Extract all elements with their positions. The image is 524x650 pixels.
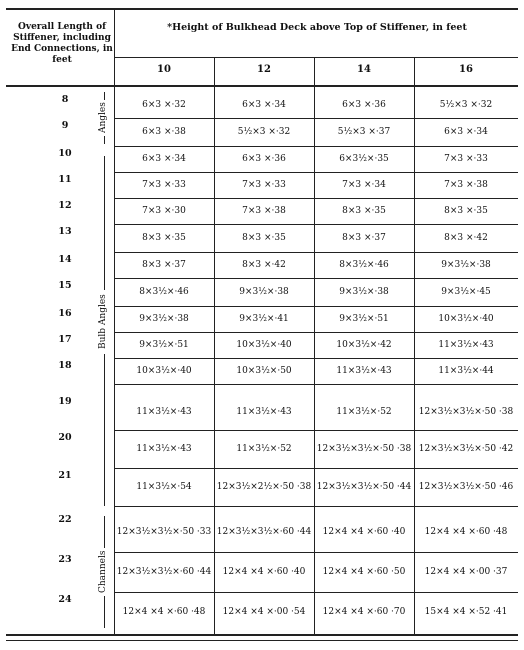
table-cell: 9×3½×·38	[239, 287, 289, 297]
subheader-rule	[114, 57, 518, 58]
table-cell: 11×3½×·43	[136, 444, 192, 454]
table-cell: 12×4 ×4 ×·00 ·37	[424, 567, 508, 577]
table-cell: 6×3 ×·34	[142, 154, 186, 164]
table-cell: 11×3½×·43	[236, 407, 292, 417]
column-header-16: 16	[459, 64, 473, 75]
table-cell: 12×4 ×4 ×·00 ·54	[222, 607, 306, 617]
column-header-12: 12	[257, 64, 271, 75]
bottom-rule-secondary	[6, 640, 518, 641]
table-cell: 12×3½×3½×·60 ·44	[116, 567, 212, 577]
table-cell: 7×3 ×·34	[342, 180, 386, 190]
table-cell: 12×4 ×4 ×·60 ·40	[322, 527, 406, 537]
table-cell: 11×3½×·43	[438, 340, 494, 350]
table-cell: 12×4 ×4 ×·60 ·48	[122, 607, 206, 617]
table-cell: 6×3 ×·34	[444, 127, 488, 137]
table-cell: 12×3½×3½×·50 ·38	[418, 407, 514, 417]
table-cell: 11×3½×·43	[336, 366, 392, 376]
row-length: 11	[58, 174, 72, 185]
row-length: 14	[58, 254, 72, 265]
table-cell: 9×3½×·51	[139, 340, 189, 350]
table-cell: 6×3 ×·32	[142, 100, 186, 110]
table-cell: 11×3½×·52	[336, 407, 392, 417]
row-length: 8	[61, 94, 69, 105]
table-cell: 5½×3 ×·32	[237, 127, 291, 137]
table-cell: 12×3½×3½×·50 ·38	[316, 444, 412, 454]
row-length: 21	[58, 470, 72, 481]
table-cell: 9×3½×·38	[139, 314, 189, 324]
table-cell: 12×3½×3½×·50 ·33	[116, 527, 212, 537]
row-length: 24	[58, 594, 72, 605]
table-cell: 8×3 ×·42	[444, 233, 488, 243]
table-cell: 8×3 ×·35	[444, 206, 488, 216]
row-length: 22	[58, 514, 72, 525]
table-cell: 8×3 ×·37	[142, 260, 186, 270]
row-length: 19	[58, 396, 72, 407]
table-cell: 12×4 ×4 ×·60 ·70	[322, 607, 406, 617]
table-cell: 7×3 ×·33	[242, 180, 286, 190]
column-header-10: 10	[157, 64, 171, 75]
table-cell: 7×3 ×·33	[142, 180, 186, 190]
table-cell: 11×3½×·54	[136, 482, 192, 492]
row-length: 18	[58, 360, 72, 371]
table-cell: 8×3 ×·35	[342, 206, 386, 216]
angles-label: Angles	[98, 100, 108, 136]
row-length: 10	[58, 148, 72, 159]
table-cell: 10×3½×·40	[136, 366, 192, 376]
row-length: 12	[58, 200, 72, 211]
table-cell: 8×3 ×·35	[142, 233, 186, 243]
table-cell: 11×3½×·52	[236, 444, 292, 454]
row-rule	[114, 506, 518, 507]
table-cell: 10×3½×·40	[236, 340, 292, 350]
table-cell: 9×3½×·41	[239, 314, 289, 324]
table-cell: 7×3 ×·33	[444, 154, 488, 164]
table-cell: 12×3½×3½×·50 ·44	[316, 482, 412, 492]
table-cell: 11×3½×·44	[438, 366, 494, 376]
table-cell: 5½×3 ×·32	[439, 100, 493, 110]
table-cell: 12×3½×3½×·50 ·42	[418, 444, 514, 454]
table-cell: 10×3½×·50	[236, 366, 292, 376]
row-rule	[114, 384, 518, 385]
bulb-angles-label: Bulb Angles	[98, 290, 108, 354]
table-cell: 10×3½×·42	[336, 340, 392, 350]
channels-label: Channels	[98, 548, 108, 596]
table-cell: 6×3½×·35	[339, 154, 389, 164]
table-cell: 12×3½×3½×·50 ·46	[418, 482, 514, 492]
column-header-14: 14	[357, 64, 371, 75]
table-cell: 8×3 ×·42	[242, 260, 286, 270]
row-length: 23	[58, 554, 72, 565]
table-cell: 9×3½×·51	[339, 314, 389, 324]
top-rule	[6, 8, 518, 10]
row-length: 15	[58, 280, 72, 291]
table-cell: 6×3 ×·36	[242, 154, 286, 164]
table-cell: 12×3½×2½×·50 ·38	[216, 482, 312, 492]
table-cell: 11×3½×·43	[136, 407, 192, 417]
table-cell: 6×3 ×·38	[142, 127, 186, 137]
table-cell: 8×3½×·46	[139, 287, 189, 297]
header-bottom-rule	[6, 85, 518, 87]
table-cell: 6×3 ×·34	[242, 100, 286, 110]
row-length: 16	[58, 308, 72, 319]
table-cell: 10×3½×·40	[438, 314, 494, 324]
table-cell: 9×3½×·45	[441, 287, 491, 297]
row-length: 13	[58, 226, 72, 237]
table-cell: 12×4 ×4 ×·60 ·50	[322, 567, 406, 577]
table-cell: 6×3 ×·36	[342, 100, 386, 110]
table-cell: 7×3 ×·38	[242, 206, 286, 216]
deck-height-header: *Height of Bulkhead Deck above Top of Stiffener, in feet	[167, 22, 467, 33]
row-length: 17	[58, 334, 72, 345]
table-cell: 8×3½×·46	[339, 260, 389, 270]
table-cell: 12×4 ×4 ×·60 ·40	[222, 567, 306, 577]
table-cell: 7×3 ×·38	[444, 180, 488, 190]
table-cell: 5½×3 ×·37	[337, 127, 391, 137]
table-cell: 8×3 ×·37	[342, 233, 386, 243]
bottom-rule	[6, 634, 518, 636]
table-cell: 7×3 ×·30	[142, 206, 186, 216]
row-length: 20	[58, 432, 72, 443]
table-cell: 9×3½×·38	[441, 260, 491, 270]
row-length: 9	[61, 120, 69, 131]
table-cell: 9×3½×·38	[339, 287, 389, 297]
length-column-header: Overall Length of Stiffener, including End Connections, in feet	[11, 22, 113, 65]
table-cell: 8×3 ×·35	[242, 233, 286, 243]
table-cell: 12×3½×3½×·60 ·44	[216, 527, 312, 537]
table-cell: 15×4 ×4 ×·52 ·41	[424, 607, 508, 617]
table-cell: 12×4 ×4 ×·60 ·48	[424, 527, 508, 537]
